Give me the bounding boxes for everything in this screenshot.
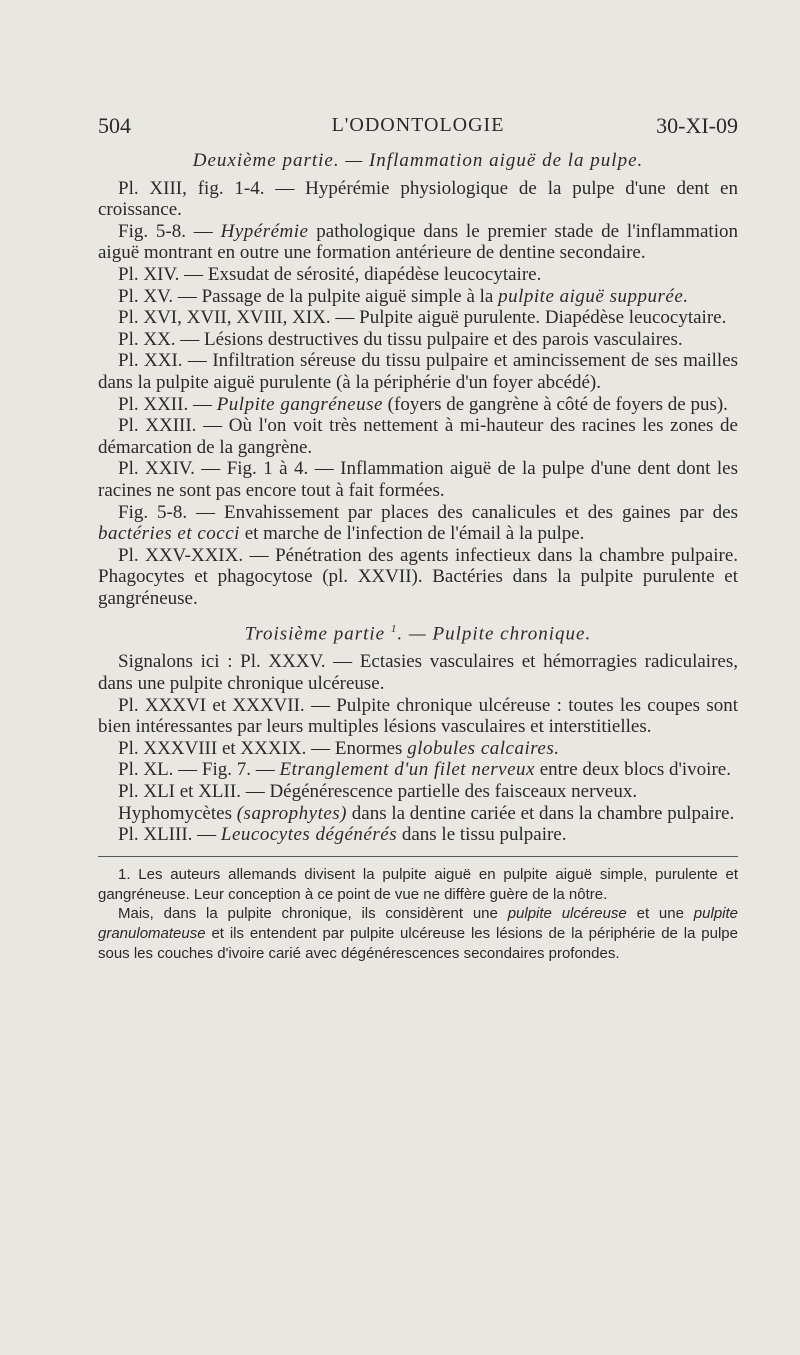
paragraph: Pl. XLI et XLII. — Dégénérescence partielle des faisceaux nerveux. (118, 780, 638, 802)
paragraph: Pl. XXIII. — Où l'on voit très nettement à mi-hauteur des racines les zones de démarcation de la gangrène. (98, 415, 738, 458)
paragraph: Hyphomycètes (saprophytes) dans la dentine cariée et dans la chambre pulpaire. (118, 802, 735, 824)
body-text (98, 150, 738, 964)
paragraph: Pl. XV. — Passage de la pulpite aiguë simple à la pulpite aiguë suppurée. (118, 285, 689, 307)
footnote-divider (98, 856, 738, 857)
running-header (98, 113, 738, 143)
paragraph: Fig. 5-8. — Hypérémie pathologique dans le premier stade de l'inflammation aiguë montrant en outre une formation antérieure de dentine secondaire. (98, 220, 738, 264)
footnote-mark: 1 (390, 623, 398, 636)
footnote: 1. Les auteurs allemands divisent la pulpite aiguë en pulpite aiguë simple, purulente et gangréneuse. Leur conception à ce point de vue ne diffère guère de la nôtre. (98, 865, 738, 903)
paragraph: Pl. XIV. — Exsudat de sérosité, diapédèse leucocytaire. (118, 263, 542, 285)
footnote: Mais, dans la pulpite chronique, ils considèrent une pulpite ulcéreuse et une pulpite granulomateuse et ils entendent par pulpite ulcéreuse les lésions de la périphérie de la pulpe sous les couches d'ivoire carié avec dégénérescences secondaires profondes. (98, 905, 738, 962)
paragraph: Fig. 5-8. — Envahissement par places des canalicules et des gaines par des bactéries et cocci et marche de l'infection de l'émail à la pulpe. (98, 501, 738, 545)
paragraph: Pl. XLIII. — Leucocytes dégénérés dans le tissu pulpaire. (118, 824, 567, 846)
section-heading-2: Deuxième partie. — Inflammation aiguë de la pulpe. (192, 150, 644, 171)
paragraph: Pl. XL. — Fig. 7. — Etranglement d'un filet nerveux entre deux blocs d'ivoire. (118, 759, 731, 781)
paragraph: Pl. XXV-XXIX. — Pénétration des agents infectieux dans la chambre pulpaire. Phagocytes et phagocytose (pl. XXVII). Bactéries dans la pulpite purulente et gangréneuse. (98, 544, 738, 609)
paragraph: Pl. XIII, fig. 1-4. — Hypérémie physiologique de la pulpe d'une dent en croissance. (98, 177, 738, 221)
issue-date: 30-XI-09 (656, 113, 738, 138)
paragraph: Pl. XXXVI et XXXVII. — Pulpite chronique ulcéreuse : toutes les coupes sont bien intéressantes par leurs multiples lésions vasculaires et interstitielles. (98, 694, 738, 738)
paragraph: Pl. XXI. — Infiltration séreuse du tissu pulpaire et amincissement de ses mailles dans la pulpite aiguë purulente (à la périphérie d'un foyer abcédé). (98, 350, 738, 393)
paragraph: Pl. XXII. — Pulpite gangréneuse (foyers de gangrène à côté de foyers de pus). (118, 393, 728, 415)
journal-title: L'ODONTOLOGIE (331, 114, 505, 136)
section-heading-3: Troisième partie $^1$. — Pulpite chronique. (244, 623, 592, 645)
footnotes (98, 865, 738, 964)
page-number: 504 (98, 113, 131, 138)
paragraph: Signalons ici : Pl. XXXV. — Ectasies vasculaires et hémorragies radiculaires, dans une pulpite chronique ulcéreuse. (98, 651, 738, 694)
paragraph: Pl. XXXVIII et XXXIX. — Enormes globules calcaires. (118, 737, 560, 759)
paragraph: Pl. XVI, XVII, XVIII, XIX. — Pulpite aiguë purulente. Diapédèse leucocytaire. (118, 307, 727, 329)
paragraph: Pl. XX. — Lésions destructives du tissu pulpaire et des parois vasculaires. (118, 328, 683, 350)
paragraph: Pl. XXIV. — Fig. 1 à 4. — Inflammation aiguë de la pulpe d'une dent dont les racines ne sont pas encore tout à fait formées. (98, 458, 738, 501)
